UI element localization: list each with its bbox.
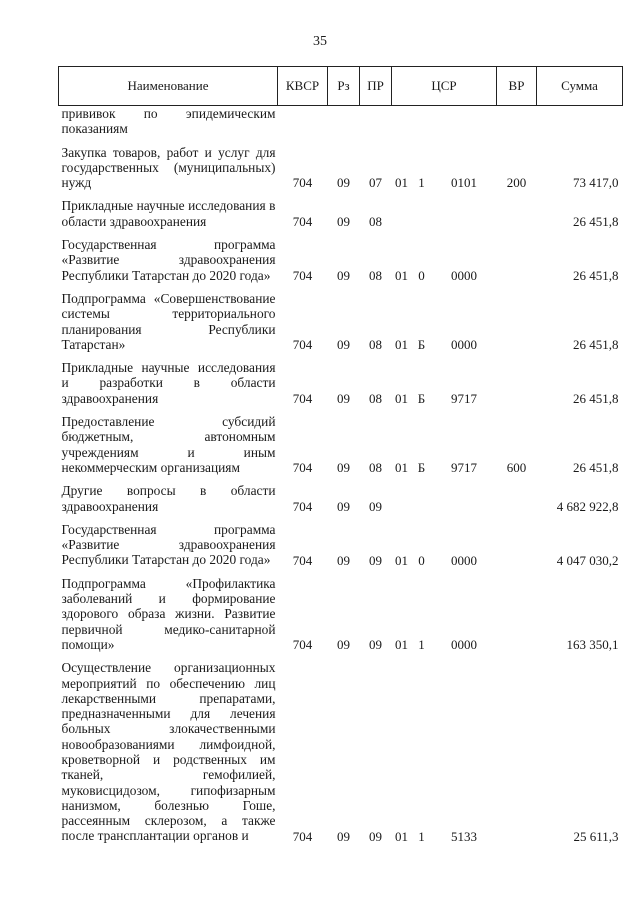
cell-csr2 xyxy=(412,106,432,142)
budget-table xyxy=(58,66,623,849)
page-number: 35 xyxy=(313,34,327,49)
cell-rz: 09 xyxy=(337,828,350,844)
cell-rz xyxy=(328,106,360,142)
cell-kvsr: 704 xyxy=(292,637,313,653)
cell-rz: 09 xyxy=(337,337,350,353)
cell-vr xyxy=(497,288,537,357)
cell-kvsr: 704 xyxy=(292,460,313,476)
cell-csr2: 1 xyxy=(418,637,425,653)
table-row xyxy=(59,573,623,657)
header-vr: ВР xyxy=(497,67,537,106)
cell-sum: 73 417,0 xyxy=(573,175,619,191)
header-rz: Рз xyxy=(328,67,360,106)
cell-csr3: 0000 xyxy=(451,552,477,568)
cell-vr xyxy=(497,573,537,657)
table-row xyxy=(59,480,623,519)
table-row xyxy=(59,142,623,196)
table-row xyxy=(59,195,623,234)
cell-csr2 xyxy=(412,480,432,519)
cell-csr1 xyxy=(392,195,412,234)
cell-kvsr: 704 xyxy=(292,267,313,283)
cell-vr xyxy=(497,106,537,142)
cell-csr2: 1 xyxy=(418,175,425,191)
table-row xyxy=(59,657,623,849)
cell-rz: 09 xyxy=(337,267,350,283)
cell-csr1: 01 xyxy=(395,175,408,191)
cell-csr1: 01 xyxy=(395,552,408,568)
header-csr: ЦСР xyxy=(392,67,497,106)
cell-vr xyxy=(497,195,537,234)
cell-vr xyxy=(497,234,537,288)
table-row xyxy=(59,234,623,288)
header-sum: Сумма xyxy=(537,67,623,106)
cell-vr xyxy=(497,519,537,573)
cell-csr2: 0 xyxy=(418,267,425,283)
cell-sum: 163 350,1 xyxy=(566,637,619,653)
cell-pr: 08 xyxy=(369,391,382,407)
cell-kvsr: 704 xyxy=(292,498,313,514)
cell-csr3: 9717 xyxy=(451,460,477,476)
cell-name: Закупка товаров, работ и услуг для государственных (муниципальных) нужд xyxy=(61,144,276,191)
cell-vr xyxy=(497,480,537,519)
cell-csr1: 01 xyxy=(395,828,408,844)
cell-csr3: 0000 xyxy=(451,337,477,353)
cell-sum: 26 451,8 xyxy=(573,460,619,476)
cell-csr1: 01 xyxy=(395,267,408,283)
cell-sum: 4 682 922,8 xyxy=(556,498,619,514)
cell-rz: 09 xyxy=(337,552,350,568)
cell-name: Предоставление субсидий бюджетным, автономным учреждениям и иным некоммерческим организациям xyxy=(61,414,276,475)
table-header-row xyxy=(59,67,623,106)
cell-csr1: 01 xyxy=(395,460,408,476)
cell-csr3: 9717 xyxy=(451,391,477,407)
cell-name: Осуществление организационных мероприятий по обеспечению лиц лекарственными препаратами, предназначенными для лечения больных злокачественными новообразованиями лимфоидной, кроветворной и родственных им тканей, гемофилией, муковисцидозом, гипофизарным нанизмом, болезнью Гоше, рассеянным склерозом, а также после трансплантации органов и xyxy=(61,660,276,844)
cell-rz: 09 xyxy=(337,460,350,476)
cell-csr2: Б xyxy=(417,337,426,353)
cell-pr xyxy=(360,106,392,142)
cell-kvsr: 704 xyxy=(292,214,313,230)
cell-pr: 09 xyxy=(369,498,382,514)
cell-pr: 08 xyxy=(369,267,382,283)
cell-name: Государственная программа «Развитие здравоохранения Республики Татарстан до 2020 года» xyxy=(61,521,276,568)
cell-pr: 09 xyxy=(369,552,382,568)
cell-csr1: 01 xyxy=(395,391,408,407)
cell-rz: 09 xyxy=(337,498,350,514)
table-row xyxy=(59,411,623,480)
cell-pr: 08 xyxy=(369,337,382,353)
table-row xyxy=(59,106,623,142)
cell-csr3: 5133 xyxy=(451,828,477,844)
cell-name: Подпрограмма «Профилактика заболеваний и формирование здорового образа жизни. Развитие первичной медико-санитарной помощи» xyxy=(61,575,276,652)
cell-vr xyxy=(497,657,537,849)
cell-rz: 09 xyxy=(337,214,350,230)
header-name: Наименование xyxy=(59,67,278,106)
cell-rz: 09 xyxy=(337,391,350,407)
cell-csr2: Б xyxy=(417,460,426,476)
cell-pr: 08 xyxy=(369,460,382,476)
cell-sum xyxy=(537,106,623,142)
cell-pr: 08 xyxy=(369,214,382,230)
cell-csr2: 0 xyxy=(418,552,425,568)
cell-csr1 xyxy=(392,106,412,142)
cell-csr3 xyxy=(432,480,497,519)
cell-name: Другие вопросы в области здравоохранения xyxy=(61,483,276,514)
cell-kvsr: 704 xyxy=(292,828,313,844)
cell-csr3: 0000 xyxy=(451,637,477,653)
cell-csr3 xyxy=(432,106,497,142)
cell-pr: 09 xyxy=(369,828,382,844)
cell-pr: 09 xyxy=(369,637,382,653)
cell-sum: 26 451,8 xyxy=(573,337,619,353)
cell-name: Прикладные научные исследования в области здравоохранения xyxy=(61,198,276,229)
cell-kvsr: 704 xyxy=(292,391,313,407)
cell-sum: 26 451,8 xyxy=(573,267,619,283)
table-body xyxy=(59,106,623,849)
cell-sum: 26 451,8 xyxy=(573,391,619,407)
cell-vr xyxy=(497,357,537,411)
header-kvsr: КВСР xyxy=(278,67,328,106)
header-pr: ПР xyxy=(360,67,392,106)
cell-csr2: Б xyxy=(417,391,426,407)
cell-name: прививок по эпидемическим показаниям xyxy=(61,106,276,137)
cell-csr3: 0000 xyxy=(451,267,477,283)
cell-csr1: 01 xyxy=(395,637,408,653)
cell-rz: 09 xyxy=(337,637,350,653)
cell-kvsr: 704 xyxy=(292,175,313,191)
cell-kvsr: 704 xyxy=(292,552,313,568)
cell-vr: 200 xyxy=(506,175,527,191)
cell-sum: 4 047 030,2 xyxy=(556,552,619,568)
cell-csr1: 01 xyxy=(395,337,408,353)
cell-kvsr xyxy=(278,106,328,142)
cell-csr3 xyxy=(432,195,497,234)
cell-csr2: 1 xyxy=(418,828,425,844)
cell-pr: 07 xyxy=(369,175,382,191)
cell-csr3: 0101 xyxy=(451,175,477,191)
cell-csr2 xyxy=(412,195,432,234)
cell-sum: 25 611,3 xyxy=(573,828,619,844)
cell-csr1 xyxy=(392,480,412,519)
cell-name: Прикладные научные исследования и разработки в области здравоохранения xyxy=(61,360,276,406)
table-row xyxy=(59,357,623,411)
cell-sum: 26 451,8 xyxy=(573,214,619,230)
table-row xyxy=(59,519,623,573)
cell-name: Государственная программа «Развитие здравоохранения Республики Татарстан до 2020 года» xyxy=(61,237,276,283)
cell-kvsr: 704 xyxy=(292,337,313,353)
cell-name: Подпрограмма «Совершенствование системы территориального планирования Республики Татарстан» xyxy=(61,290,276,352)
cell-rz: 09 xyxy=(337,175,350,191)
cell-vr: 600 xyxy=(506,460,527,476)
table-row xyxy=(59,288,623,357)
